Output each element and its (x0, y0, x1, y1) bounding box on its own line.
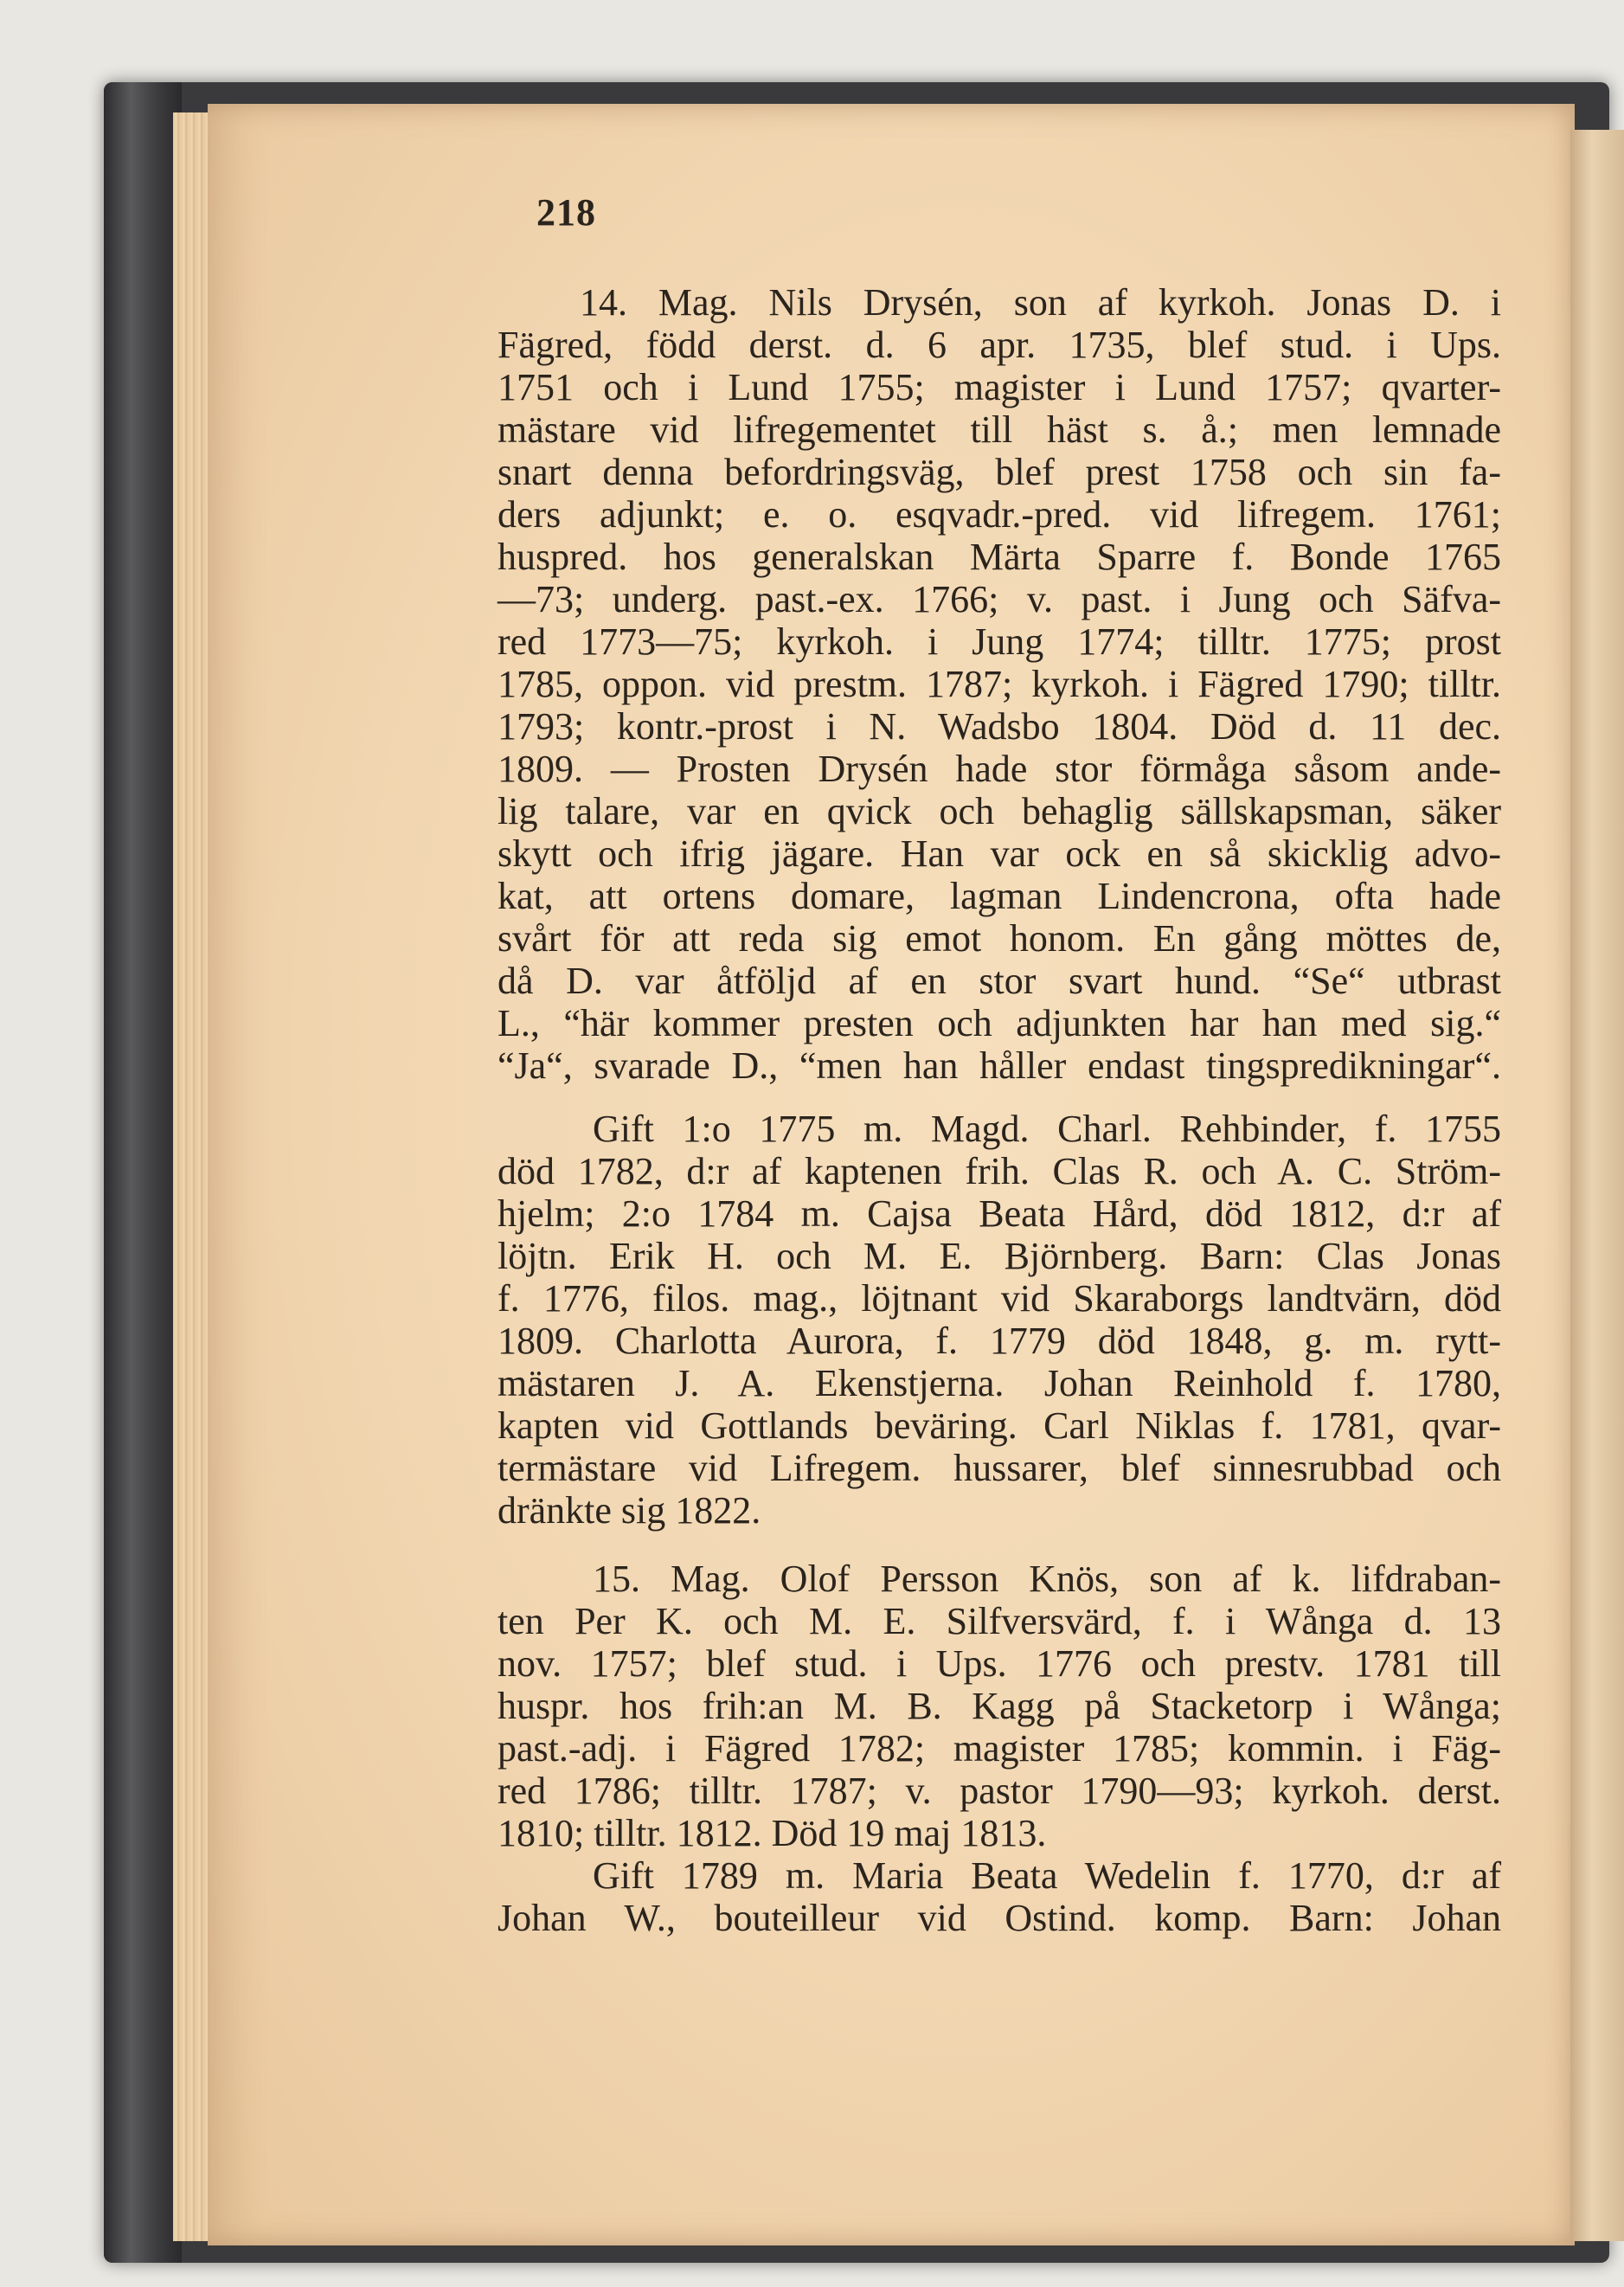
text-line: red 1786; tilltr. 1787; v. pastor 1790—93; kyrkoh. derst. (497, 1770, 1501, 1812)
text-line: kapten vid Gottlands beväring. Carl Niklas f. 1781, qvar- (497, 1404, 1501, 1447)
text-line: 1785, oppon. vid prestm. 1787; kyrkoh. i Fägred 1790; tilltr. (497, 663, 1501, 705)
text-line: Gift 1:o 1775 m. Magd. Charl. Rehbinder, f. 1755 (593, 1108, 1501, 1150)
text-line: termästare vid Lifregem. hussarer, blef sinnesrubbad och (497, 1447, 1501, 1489)
text-line: kat, att ortens domare, lagman Lindencrona, ofta hade (497, 875, 1501, 917)
text-line: 14. Mag. Nils Drysén, son af kyrkoh. Jonas D. i (580, 281, 1501, 324)
text-line: red 1773—75; kyrkoh. i Jung 1774; tilltr. 1775; prost (497, 620, 1501, 663)
text-line: 1810; tilltr. 1812. Död 19 maj 1813. (497, 1812, 1047, 1854)
text-line: löjtn. Erik H. och M. E. Björnberg. Barn: Clas Jonas (497, 1235, 1501, 1277)
text-line: svårt för att reda sig emot honom. En gång möttes de, (497, 917, 1501, 960)
text-line: —73; underg. past.-ex. 1766; v. past. i Jung och Säfva- (497, 578, 1501, 620)
text-line: 1751 och i Lund 1755; magister i Lund 1757; qvarter- (497, 366, 1501, 408)
text-line: Fägred, född derst. d. 6 apr. 1735, blef stud. i Ups. (497, 324, 1501, 366)
text-line: mästare vid lifregementet till häst s. å.; men lemnade (497, 408, 1501, 451)
text-line: snart denna befordringsväg, blef prest 1758 och sin fa- (497, 451, 1501, 493)
text-line: huspred. hos generalskan Märta Sparre f. Bonde 1765 (497, 536, 1501, 578)
text-line: mästaren J. A. Ekenstjerna. Johan Reinhold f. 1780, (497, 1362, 1501, 1404)
text-line: lig talare, var en qvick och behaglig sällskapsman, säker (497, 790, 1501, 832)
text-line: då D. var åtföljd af en stor svart hund. “Se“ utbrast (497, 960, 1501, 1002)
facing-page-edge (1570, 130, 1624, 2241)
text-line: Gift 1789 m. Maria Beata Wedelin f. 1770, d:r af (593, 1854, 1501, 1897)
text-line: skytt och ifrig jägare. Han var ock en så skicklig advo- (497, 832, 1501, 875)
text-line: f. 1776, filos. mag., löjtnant vid Skaraborgs landtvärn, död (497, 1277, 1501, 1320)
text-line: huspr. hos frih:an M. B. Kagg på Stacketorp i Wånga; (497, 1685, 1501, 1727)
text-line: Johan W., bouteilleur vid Ostind. komp. Barn: Johan (497, 1897, 1501, 1939)
text-line: dränkte sig 1822. (497, 1489, 761, 1532)
text-line: hjelm; 2:o 1784 m. Cajsa Beata Hård, död 1812, d:r af (497, 1192, 1501, 1235)
text-line: ten Per K. och M. E. Silfversvärd, f. i Wånga d. 13 (497, 1600, 1501, 1642)
text-line: past.-adj. i Fägred 1782; magister 1785; kommin. i Fäg- (497, 1727, 1501, 1770)
text-line: 1809. — Prosten Drysén hade stor förmåga såsom ande- (497, 748, 1501, 790)
text-line: död 1782, d:r af kaptenen frih. Clas R. och A. C. Ström- (497, 1150, 1501, 1192)
book-spine (104, 82, 182, 2263)
text-line: nov. 1757; blef stud. i Ups. 1776 och prestv. 1781 till (497, 1642, 1501, 1685)
text-line: L., “här kommer presten och adjunkten har han med sig.“ (497, 1002, 1501, 1044)
text-line: 1809. Charlotta Aurora, f. 1779 död 1848, g. m. rytt- (497, 1320, 1501, 1362)
page-number: 218 (536, 191, 596, 234)
text-line: 15. Mag. Olof Persson Knös, son af k. lifdraban- (593, 1558, 1501, 1600)
text-line: ders adjunkt; e. o. esqvadr.-pred. vid lifregem. 1761; (497, 493, 1501, 536)
text-line: “Ja“, svarade D., “men han håller endast tingspredikningar“. (497, 1044, 1501, 1087)
text-line: 1793; kontr.-prost i N. Wadsbo 1804. Död d. 11 dec. (497, 705, 1501, 748)
